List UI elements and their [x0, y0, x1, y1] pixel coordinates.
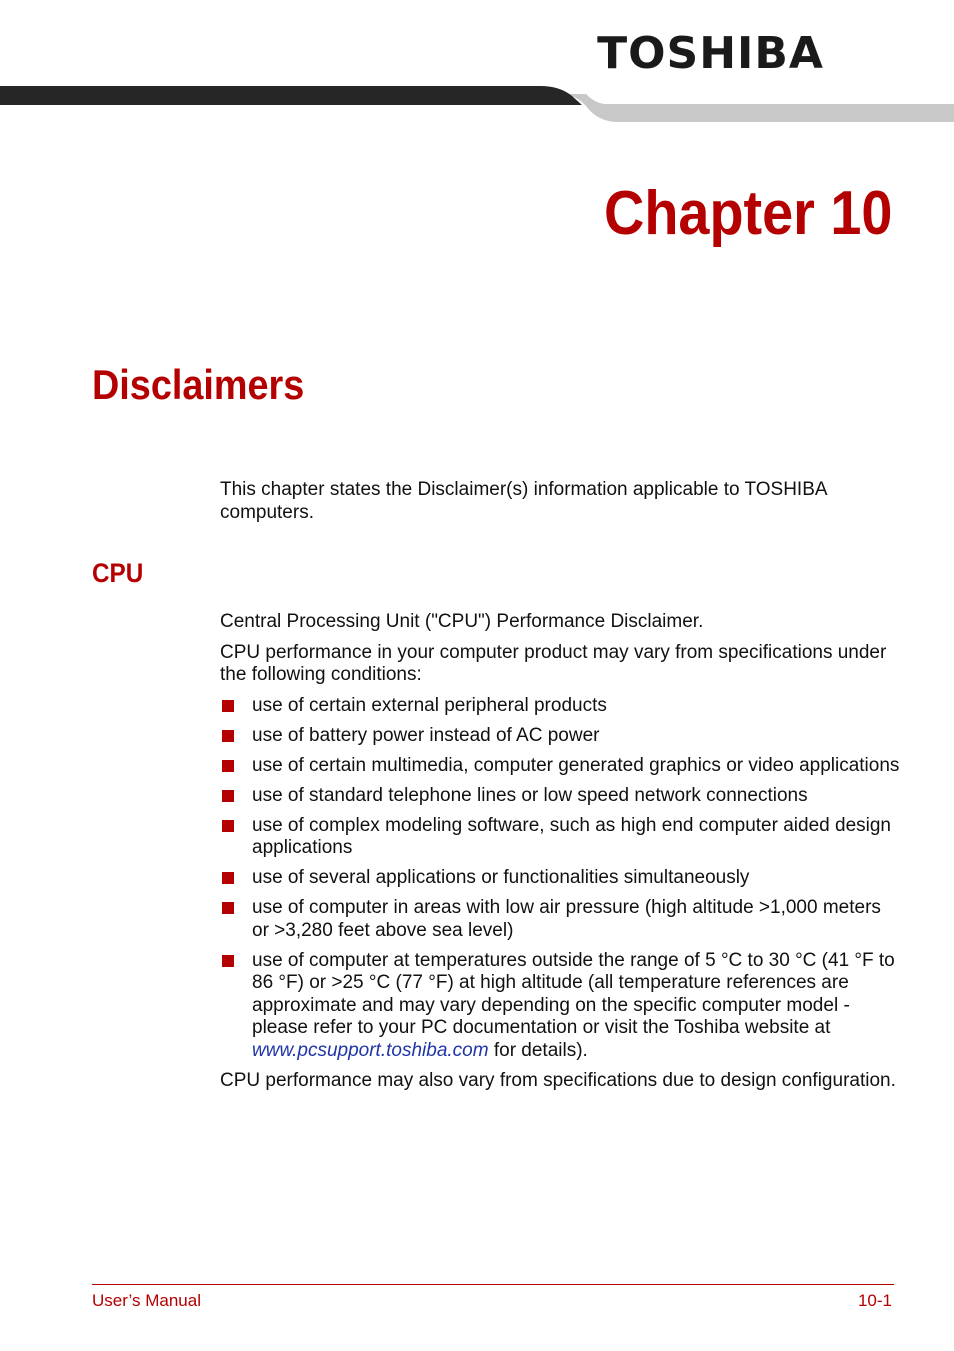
header-band-light	[560, 94, 954, 122]
list-item	[220, 867, 900, 890]
list-item	[220, 755, 900, 778]
list-item-text: use of standard telephone lines or low speed network connections	[252, 784, 808, 806]
list-item	[220, 950, 900, 1063]
pcsupport-link[interactable]: www.pcsupport.toshiba.com	[252, 1039, 489, 1061]
cpu-paragraph-1: Central Processing Unit ("CPU") Performance Disclaimer.	[220, 611, 704, 632]
list-item	[220, 815, 900, 860]
square-bullet-icon	[222, 902, 234, 914]
cpu-closing-paragraph: CPU performance may also vary from specifications due to design configuration.	[220, 1069, 896, 1091]
square-bullet-icon	[222, 820, 234, 832]
square-bullet-icon	[222, 955, 234, 967]
footer-page-number: 10-1	[857, 1291, 892, 1310]
list-item-text-prefix: use of computer at temperatures outside the range of 5 °C to 30 °C (41 °F to 86 °F) or >25 °C (77 °F) at high altitude (all temperature references are approximate and may vary depending on the specific computer model - please refer to your PC documentation or visit the Toshiba website at	[252, 949, 895, 1038]
square-bullet-icon	[222, 730, 234, 742]
square-bullet-icon	[222, 700, 234, 712]
cpu-paragraph-2: CPU performance in your computer product may vary from specifications under the following conditions:	[220, 641, 887, 685]
cpu-heading: CPU	[92, 558, 144, 588]
header-band-dark	[0, 86, 582, 105]
square-bullet-icon	[222, 872, 234, 884]
toshiba-logo: TOSHIBA	[597, 28, 824, 79]
intro-paragraph: This chapter states the Disclaimer(s) information applicable to TOSHIBA computers.	[220, 479, 827, 523]
list-item-text: use of computer in areas with low air pressure (high altitude >1,000 meters or >3,280 feet above sea level)	[252, 897, 881, 941]
square-bullet-icon	[222, 790, 234, 802]
square-bullet-icon	[222, 760, 234, 772]
list-item	[220, 695, 900, 718]
list-item	[220, 897, 900, 942]
list-item-text: use of certain multimedia, computer generated graphics or video applications	[252, 754, 900, 776]
list-item	[220, 725, 900, 748]
list-item-text: use of several applications or functionalities simultaneously	[252, 867, 750, 888]
footer-divider	[92, 1284, 894, 1285]
conditions-list	[220, 695, 900, 1063]
header-band	[0, 84, 954, 128]
list-item-text-suffix: for details).	[493, 1039, 588, 1061]
list-item-text: use of certain external peripheral products	[252, 694, 607, 716]
list-item	[220, 785, 900, 808]
footer-manual-title: User’s Manual	[92, 1291, 201, 1310]
chapter-title: Chapter 10	[603, 179, 892, 248]
list-item-text: use of complex modeling software, such as high end computer aided design applications	[252, 814, 891, 858]
list-item-text: use of battery power instead of AC power	[252, 724, 600, 746]
section-title: Disclaimers	[92, 361, 305, 408]
cpu-section	[220, 611, 900, 1100]
